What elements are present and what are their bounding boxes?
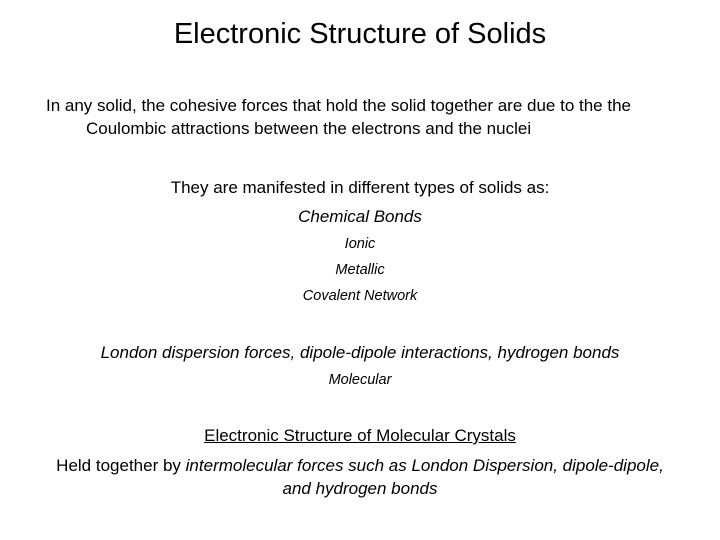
molecular-label: Molecular (328, 372, 392, 388)
intro-paragraph: In any solid, the cohesive forces that hold the solid together are due to the the Coulombic attractions between the electrons and the nuclei (46, 96, 631, 138)
intermolecular-forces-line: London dispersion forces, dipole-dipole interactions, hydrogen bonds (100, 343, 620, 362)
bond-type-metallic: Metallic (335, 262, 385, 278)
held-together-paragraph (46, 454, 674, 500)
held-together-forces: intermolecular forces such as London Dispersion, dipole-dipole, and hydrogen bonds (185, 456, 664, 498)
held-together-prefix: Held together by (56, 456, 181, 475)
manifested-line: They are manifested in different types of solids as: (170, 178, 550, 197)
molecular-crystals-heading: Electronic Structure of Molecular Crystals (204, 426, 516, 445)
slide-title: Electronic Structure of Solids (173, 18, 547, 50)
bond-type-ionic: Ionic (344, 236, 376, 252)
bond-type-covalent-network: Covalent Network (302, 288, 418, 304)
chemical-bonds-label: Chemical Bonds (298, 207, 422, 226)
